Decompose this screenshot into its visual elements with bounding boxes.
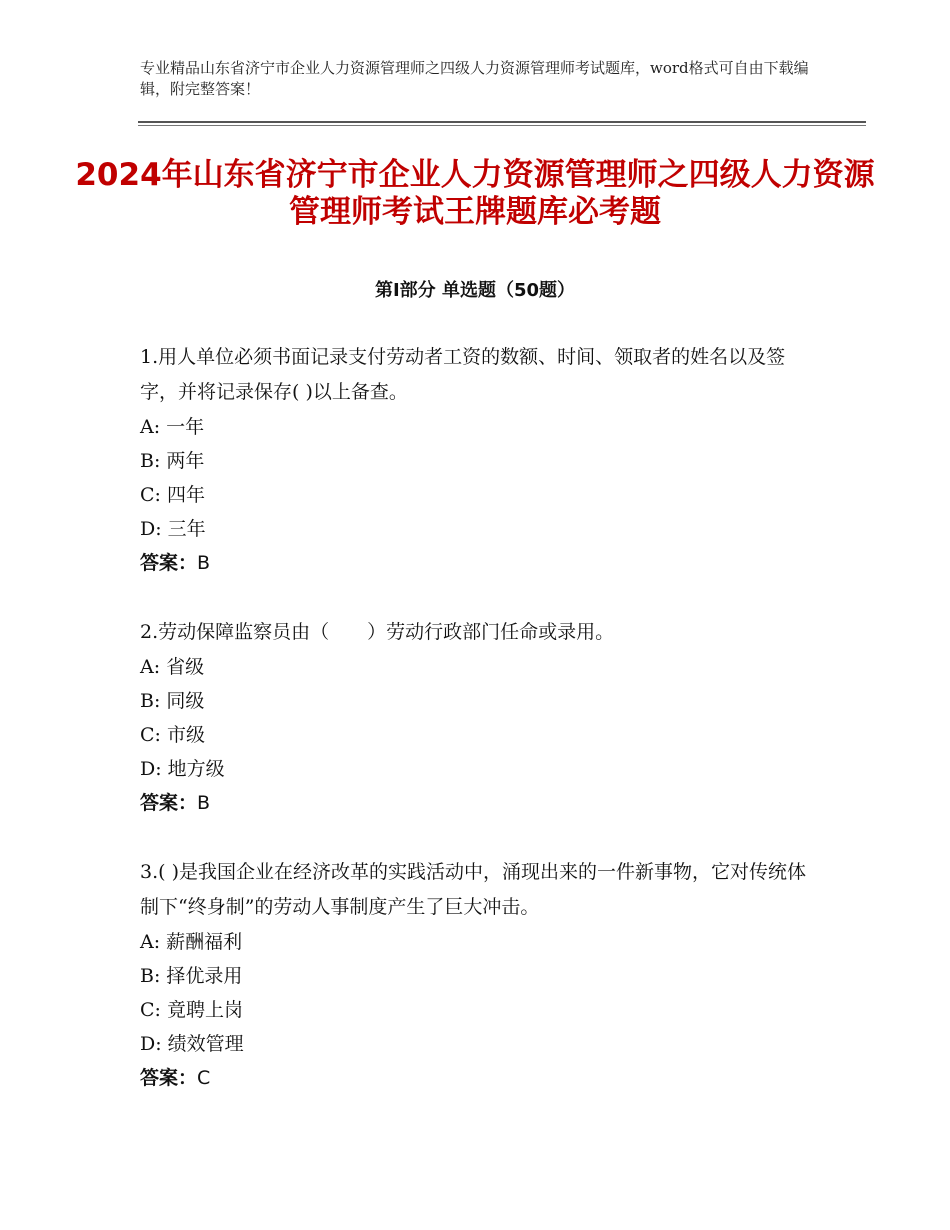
answer-line (140, 786, 820, 820)
answer-line (140, 1061, 820, 1095)
answer-label: 答案： (140, 792, 198, 814)
question-1 (140, 340, 820, 580)
option-d: D: 地方级 (140, 758, 225, 780)
document-title: 2024年山东省济宁市企业人力资源管理师之四级人力资源管理师考试王牌题库必考题 (75, 157, 875, 230)
question-list (140, 340, 820, 1130)
answer-value: B (197, 552, 211, 574)
header-rule-thin (138, 125, 866, 126)
header-note: 专业精品山东省济宁市企业人力资源管理师之四级人力资源管理师考试题库，word格式可自由下载编辑，附完整答案！ (140, 59, 809, 98)
answer-label: 答案： (140, 1067, 198, 1089)
answer-value: C (197, 1067, 211, 1089)
answer-line (140, 546, 820, 580)
question-stem: 1.用人单位必须书面记录支付劳动者工资的数额、时间、领取者的姓名以及签字，并将记录保存( )以上备查。 (140, 346, 786, 403)
answer-label: 答案： (140, 552, 198, 574)
option-a: A: 一年 (140, 416, 205, 438)
header-rule-thick (138, 121, 866, 123)
question-stem: 2.劳动保障监察员由（ ）劳动行政部门任命或录用。 (140, 621, 615, 643)
option-b: B: 择优录用 (140, 965, 243, 987)
option-c: C: 市级 (140, 724, 205, 746)
option-c: C: 四年 (140, 484, 205, 506)
section-heading: 第Ⅰ部分 单选题（50题） (374, 280, 575, 301)
answer-value: B (197, 792, 211, 814)
question-2 (140, 615, 820, 820)
option-a: A: 薪酬福利 (140, 931, 243, 953)
option-b: B: 两年 (140, 450, 205, 472)
question-stem: 3.( )是我国企业在经济改革的实践活动中，涌现出来的一件新事物，它对传统体制下“终身制”的劳动人事制度产生了巨大冲击。 (140, 861, 806, 918)
option-b: B: 同级 (140, 690, 205, 712)
option-d: D: 三年 (140, 518, 206, 540)
question-3 (140, 855, 820, 1095)
option-c: C: 竟聘上岗 (140, 999, 243, 1021)
option-a: A: 省级 (140, 656, 205, 678)
option-d: D: 绩效管理 (140, 1033, 244, 1055)
